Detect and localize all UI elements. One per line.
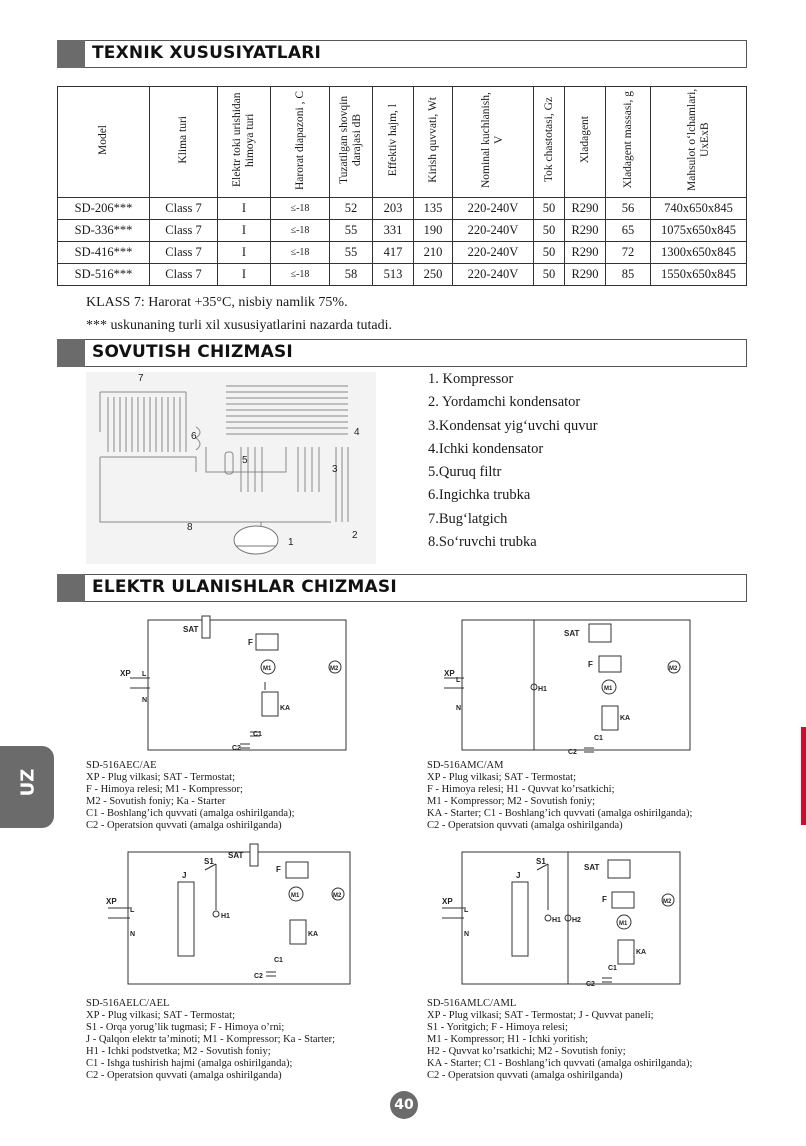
table-cell: 203 [373,198,414,220]
caption-line: KA - Starter; C1 - Boshlang’ich quvvati (amalga oshirilganda); [427,808,693,819]
table-cell: 72 [606,242,651,264]
table-cell: 55 [330,220,373,242]
table-cell: 331 [373,220,414,242]
language-tab-label: UZ [17,768,39,797]
language-tab [0,746,54,828]
legend-item: 8.So‘ruvchi trubka [428,534,537,551]
table-row [58,198,747,220]
wiring-diagram-amlc [432,842,688,994]
section-title: ELEKTR ULANISHLAR CHIZMASI [92,577,397,597]
label-h1: H1 [538,686,547,693]
table-header: Harorat diapazoni , C [271,87,330,198]
spec-table [57,86,747,286]
table-row [58,220,747,242]
label-c2: C2 [232,745,241,752]
label-c2: C2 [254,973,263,980]
table-header: Nominal kuchlanish, V [453,87,534,198]
label-f: F [276,865,281,874]
label-m2: M2 [333,893,342,899]
section-title: SOVUTISH CHIZMASI [92,342,293,362]
table-cell: I [218,242,271,264]
label-ka: KA [308,931,319,938]
caption-model: SD-516AMC/AM [427,760,504,771]
table-cell: Class 7 [150,264,218,286]
cooling-label: 4 [354,427,360,438]
table-cell: 50 [534,198,565,220]
table-cell: 220-240V [453,264,534,286]
label-n: N [142,697,148,704]
cooling-label: 8 [187,522,193,533]
table-cell: 1075x650x845 [651,220,747,242]
table-cell: 58 [330,264,373,286]
table-cell: 250 [414,264,453,286]
table-cell: R290 [565,264,606,286]
wiring-caption-amc [427,760,692,832]
caption-line: C2 - Operatsion quvvati (amalga oshirilganda) [86,820,282,831]
label-h1: H1 [221,913,230,920]
label-sat: SAT [228,851,244,860]
label-s1: S1 [536,857,546,866]
cooling-label: 3 [332,464,338,475]
label-l: L [456,677,461,684]
label-l: L [142,671,147,678]
cooling-legend [428,368,598,554]
caption-model: SD-516AMLC/AML [427,998,517,1009]
table-cell: SD-206*** [58,198,150,220]
label-m1: M1 [263,666,272,672]
wiring-caption-amlc [427,998,692,1082]
label-f: F [588,660,593,669]
table-header: Model [58,87,150,198]
table-cell: 220-240V [453,220,534,242]
label-ka: KA [620,715,631,722]
caption-line: M1 - Kompressor; M2 - Sovutish foniy; [427,796,595,807]
label-l: L [464,907,469,914]
label-c2: C2 [586,981,595,988]
table-cell: 740x650x845 [651,198,747,220]
table-header: Xladagent massasi, g [606,87,651,198]
label-c1: C1 [274,957,283,964]
cooling-label: 2 [352,530,358,541]
caption-line: C1 - Boshlang’ich quvvati (amalga oshirilganda); [86,808,295,819]
wiring-caption-aec [86,760,295,832]
label-l: L [130,907,135,914]
table-header: Klima turi [150,87,218,198]
label-xp: XP [120,669,131,678]
cooling-label: 1 [288,537,294,548]
table-cell: 220-240V [453,198,534,220]
table-cell: 85 [606,264,651,286]
label-xp: XP [442,897,453,906]
table-header: Elektr toki urishidan himoya turi [218,87,271,198]
label-s1: S1 [204,857,214,866]
section-tab-marker [57,574,85,602]
caption-line: XP - Plug vilkasi; SAT - Termostat; [86,1010,235,1021]
note-stars: *** uskunaning turli xil xususiyatlarini nazarda tutadi. [86,318,392,333]
table-cell: 56 [606,198,651,220]
caption-line: KA - Starter; C1 - Boshlang’ich quvvati (amalga oshirilganda); [427,1058,693,1069]
label-n: N [456,705,462,712]
page-number: 40 [390,1091,418,1119]
caption-model: SD-516AELC/AEL [86,998,170,1009]
table-cell: R290 [565,220,606,242]
table-cell: I [218,198,271,220]
label-ka: KA [636,949,647,956]
table-cell: R290 [565,198,606,220]
wiring-diagram-aelc [100,842,358,994]
label-h2: H2 [572,917,581,924]
legend-item: 3.Kondensat yig‘uvchi quvur [428,417,598,434]
table-cell: ≤-18 [271,242,330,264]
legend-item: 6.Ingichka trubka [428,487,531,504]
label-sat: SAT [584,863,600,872]
table-cell: 1550x650x845 [651,264,747,286]
label-m2: M2 [663,899,672,905]
caption-line: F - Himoya relesi; H1 - Quvvat ko’rsatkichi; [427,784,615,795]
table-cell: 50 [534,220,565,242]
section-header-cooling [57,339,747,367]
cooling-label: 7 [138,373,144,384]
legend-item: 4.Ichki kondensator [428,440,544,457]
legend-item: 5.Quruq filtr [428,464,502,481]
label-j: J [516,871,521,880]
label-c1: C1 [253,731,262,738]
label-xp: XP [444,669,455,678]
table-header: Effektiv hajm, l [373,87,414,198]
legend-item: 2. Yordamchi kondensator [428,394,581,411]
caption-line: F - Himoya relesi; M1 - Kompressor; [86,784,243,795]
label-m2: M2 [330,666,339,672]
edge-marker [801,727,806,825]
caption-model: SD-516AEC/AE [86,760,157,771]
section-tab-marker [57,40,85,68]
table-cell: 210 [414,242,453,264]
caption-line: XP - Plug vilkasi; SAT - Termostat; [427,772,576,783]
table-header: Mahsulot o‘lchamlari, UxExB [651,87,747,198]
caption-line: S1 - Orqa yorug’lik tugmasi; F - Himoya o’rni; [86,1022,285,1033]
label-m2: M2 [669,666,678,672]
table-header: Kirish quvvati, Wt [414,87,453,198]
wiring-diagram-aec [120,612,356,760]
section-tab-marker [57,339,85,367]
label-c1: C1 [594,735,603,742]
caption-line: C1 - Ishga tushirish hajmi (amalga oshirilganda); [86,1058,293,1069]
label-h1: H1 [552,917,561,924]
label-f: F [602,895,607,904]
table-cell: 135 [414,198,453,220]
label-c1: C1 [608,965,617,972]
label-ka: KA [280,705,291,712]
caption-line: C2 - Operatsion quvvati (amalga oshirilganda) [427,820,623,831]
legend-item: 1. Kompressor [428,371,514,387]
table-header: Tuzatilgan shovqin darajasi dB [330,87,373,198]
label-n: N [130,931,136,938]
caption-line: J - Qalqon elektr ta’minoti; M1 - Kompressor; Ka - Starter; [86,1034,336,1045]
table-cell: I [218,264,271,286]
table-cell: Class 7 [150,220,218,242]
section-header-electrical [57,574,747,602]
table-cell: 65 [606,220,651,242]
table-row [58,242,747,264]
section-header-specs [57,40,747,68]
caption-line: S1 - Yoritgich; F - Himoya relesi; [427,1022,568,1033]
table-cell: ≤-18 [271,198,330,220]
caption-line: M2 - Sovutish foniy; Ka - Starter [86,796,226,807]
table-cell: ≤-18 [271,220,330,242]
caption-line: XP - Plug vilkasi; SAT - Termostat; [86,772,235,783]
table-cell: 190 [414,220,453,242]
table-cell: Class 7 [150,242,218,264]
table-header-row [58,87,747,198]
table-cell: R290 [565,242,606,264]
caption-line: M1 - Kompressor; H1 - Ichki yoritish; [427,1034,588,1045]
table-cell: 50 [534,242,565,264]
label-xp: XP [106,897,117,906]
label-m1: M1 [291,893,300,899]
label-sat: SAT [183,625,199,634]
legend-item: 7.Bug‘latgich [428,510,508,527]
caption-line: C2 - Operatsion quvvati (amalga oshirilganda) [427,1070,623,1081]
table-cell: I [218,220,271,242]
cooling-label: 6 [191,431,197,442]
wiring-caption-aelc [86,998,335,1082]
table-header: Xladagent [565,87,606,198]
table-header: Tok chastotasi, Gz [534,87,565,198]
table-cell: 1300x650x845 [651,242,747,264]
cooling-label: 5 [242,455,248,466]
table-cell: 50 [534,264,565,286]
label-n: N [464,931,470,938]
table-row [58,264,747,286]
table-cell: Class 7 [150,198,218,220]
label-c2: C2 [568,749,577,756]
table-cell: SD-516*** [58,264,150,286]
caption-line: C2 - Operatsion quvvati (amalga oshirilganda) [86,1070,282,1081]
cooling-diagram [86,372,376,564]
wiring-diagram-amc [434,612,696,760]
table-cell: SD-336*** [58,220,150,242]
caption-line: H1 - Ichki podstvetka; M2 - Sovutish foniy; [86,1046,271,1057]
table-cell: 417 [373,242,414,264]
caption-line: H2 - Quvvat ko’rsatkichi; M2 - Sovutish foniy; [427,1046,626,1057]
table-cell: 513 [373,264,414,286]
caption-line: XP - Plug vilkasi; SAT - Termostat; J - Quvvat paneli; [427,1010,654,1021]
table-cell: 220-240V [453,242,534,264]
table-cell: SD-416*** [58,242,150,264]
note-klass: KLASS 7: Harorat +35°C, nisbiy namlik 75%. [86,295,348,310]
label-f: F [248,638,253,647]
table-cell: 52 [330,198,373,220]
label-j: J [182,871,187,880]
label-m1: M1 [604,686,613,692]
table-cell: ≤-18 [271,264,330,286]
label-sat: SAT [564,629,580,638]
table-cell: 55 [330,242,373,264]
label-m1: M1 [619,921,628,927]
section-title: TEXNIK XUSUSIYATLARI [92,43,322,63]
